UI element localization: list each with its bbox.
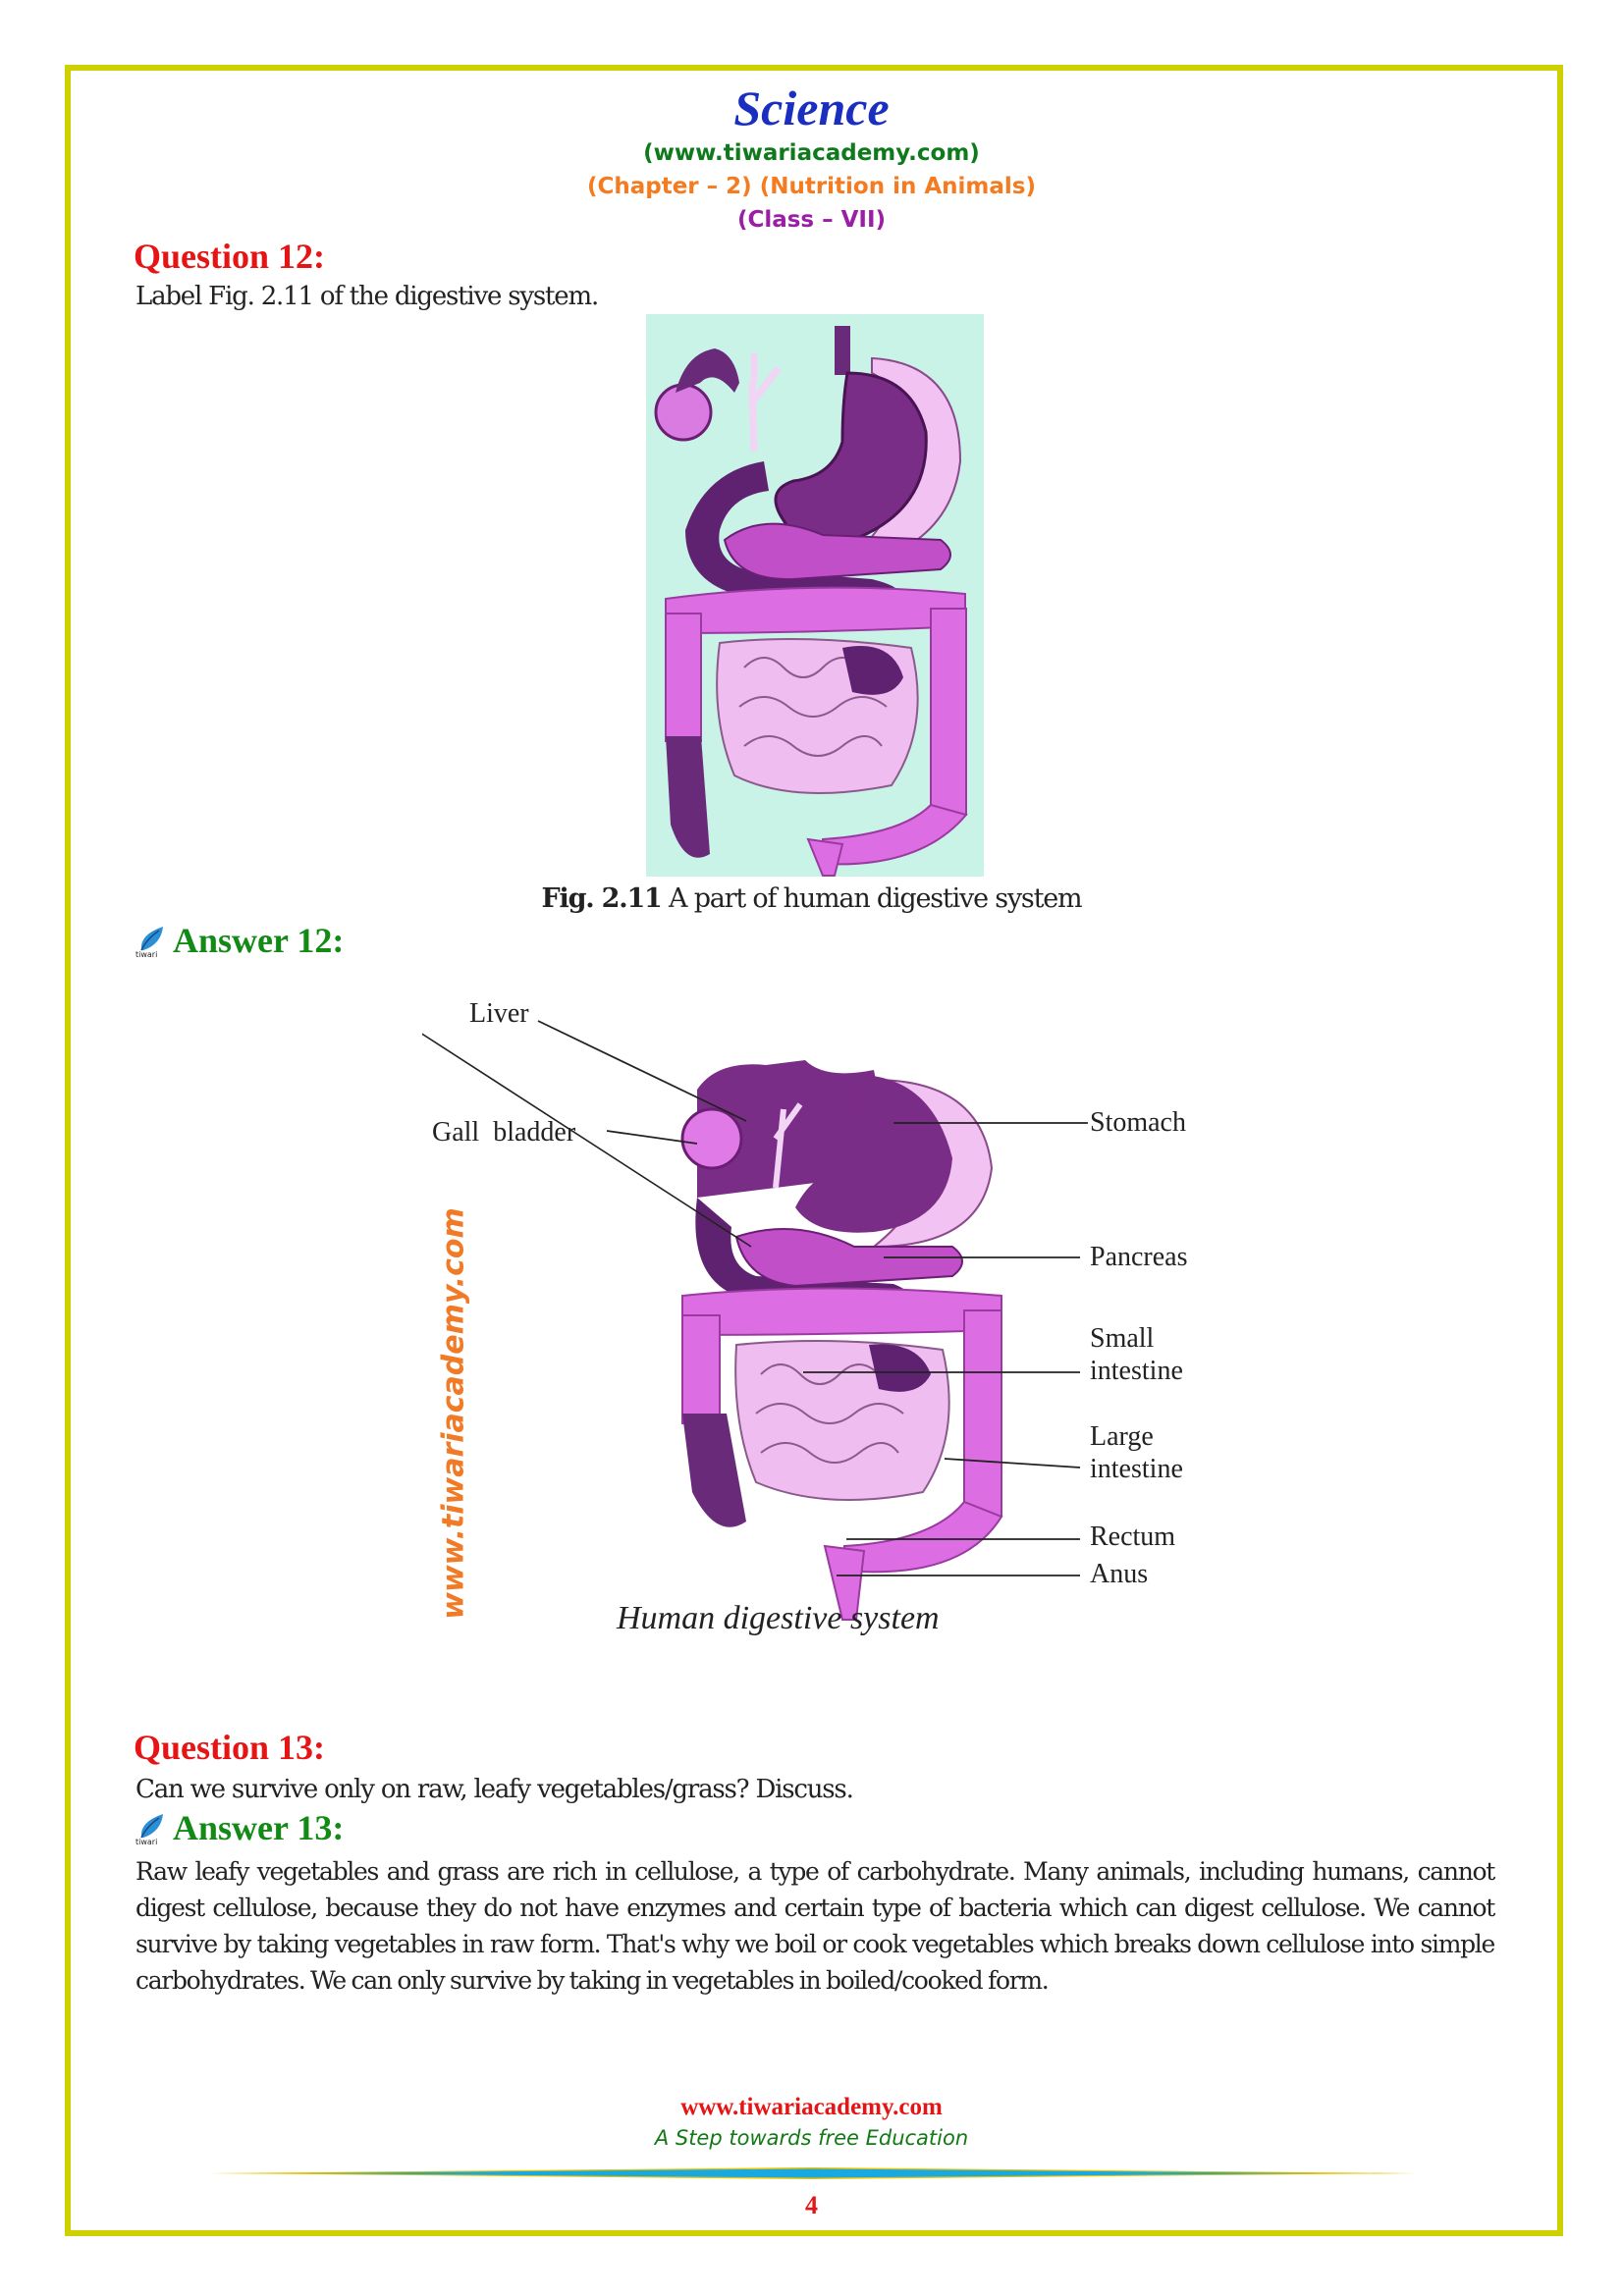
question-12-heading: Question 12: (134, 237, 326, 276)
answer-13-heading: Answer 13: (173, 1808, 345, 1847)
question-13-heading: Question 13: (134, 1728, 326, 1767)
footer-tagline: A Step towards free Education (654, 2126, 969, 2150)
answer-13-text: Raw leafy vegetables and grass are rich in cellulose, a type of carbohydrate. Many animals, including humans, cannot digest cellulose, because they do not have enzymes and certain type of bacteria which can digest cellulose. We cannot survive by taking vegetables in raw form. That's why we boil or cook vegetables which breaks down cellulose into simple carbohydrates. We can only survive by taking in vegetables in boiled/cooked form. (135, 1857, 1494, 1995)
label-small-intestine-line1: Small (1090, 1323, 1155, 1354)
label-pancreas: Pancreas (1090, 1242, 1188, 1272)
page-number: 4 (805, 2191, 818, 2219)
page-title: Science (733, 80, 890, 135)
header-chapter: (Chapter – 2) (Nutrition in Animals) (586, 174, 1037, 199)
diagram-caption: Human digestive system (617, 1600, 940, 1636)
caption-text: A part of human digestive system (661, 883, 1082, 914)
watermark-vertical (424, 1207, 483, 1620)
question-12-text: Label Fig. 2.11 of the digestive system. (135, 282, 599, 311)
label-stomach: Stomach (1090, 1107, 1186, 1138)
footer-url[interactable]: www.tiwariacademy.com (680, 2094, 943, 2120)
footer-divider (208, 2167, 1416, 2179)
label-large-intestine-line2: intestine (1090, 1454, 1183, 1484)
caption-fig-number: Fig. 2.11 (541, 883, 662, 914)
header-website: (www.tiwariacademy.com) (643, 140, 980, 166)
label-rectum: Rectum (1090, 1522, 1176, 1552)
svg-text:tiwari: tiwari (135, 950, 158, 958)
header-class: (Class – VII) (736, 207, 887, 233)
label-liver: Liver (469, 998, 529, 1029)
label-small-intestine-line2: intestine (1090, 1356, 1183, 1386)
watermark-text: www.tiwariacademy.com (436, 1207, 471, 1620)
question-13-text: Can we survive only on raw, leafy vegetables/grass? Discuss. (135, 1775, 853, 1804)
label-anus: Anus (1090, 1559, 1149, 1589)
svg-text:tiwari: tiwari (135, 1838, 158, 1845)
label-large-intestine-line1: Large (1090, 1421, 1154, 1452)
label-gall-bladder: Gall bladder (432, 1117, 576, 1148)
answer-12-heading: Answer 12: (173, 921, 345, 960)
tiwari-logo-icon (134, 1810, 169, 1849)
